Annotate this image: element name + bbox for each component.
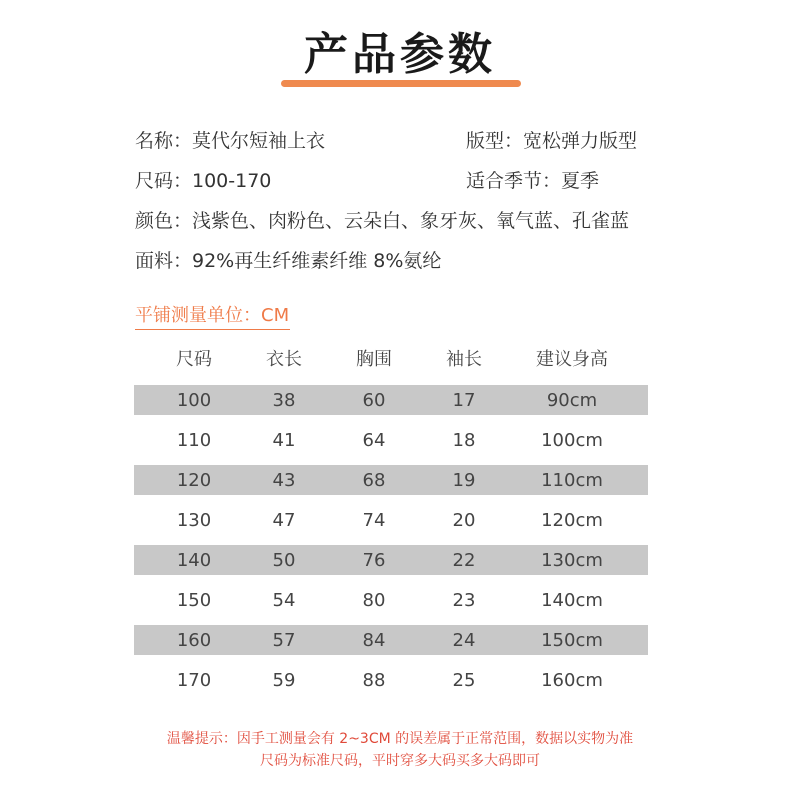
table-cell: 76 (362, 549, 386, 571)
header-cell: 衣长 (266, 348, 302, 370)
table-row (134, 585, 648, 615)
table-cell: 88 (362, 669, 386, 691)
title-underline (281, 80, 521, 87)
table-cell: 74 (362, 509, 386, 531)
spec-fabric: 面料：92%再生纤维素纤维 8%氨纶 (135, 250, 442, 272)
spec-list (135, 125, 695, 285)
table-cell: 23 (452, 589, 476, 611)
table-cell: 64 (362, 429, 386, 451)
header-cell: 建议身高 (536, 348, 608, 370)
table-cell: 24 (452, 629, 476, 651)
table-cell: 20 (452, 509, 476, 531)
spec-season: 适合季节：夏季 (466, 170, 600, 192)
table-row (134, 545, 648, 575)
table-row (134, 665, 648, 695)
table-cell: 120 (176, 469, 212, 491)
table-cell: 160cm (541, 669, 603, 691)
table-cell: 19 (452, 469, 476, 491)
table-cell: 43 (272, 469, 296, 491)
table-cell: 17 (452, 389, 476, 411)
table-cell: 38 (272, 389, 296, 411)
spec-row (135, 125, 695, 165)
table-cell: 130 (176, 509, 212, 531)
table-cell: 50 (272, 549, 296, 571)
spec-row (135, 205, 695, 245)
table-cell: 59 (272, 669, 296, 691)
table-row (134, 425, 648, 455)
table-cell: 80 (362, 589, 386, 611)
table-cell: 100 (176, 389, 212, 411)
table-cell: 90cm (546, 389, 598, 411)
table-row (134, 385, 648, 415)
spec-name: 名称：莫代尔短袖上衣 (135, 130, 326, 152)
table-cell: 25 (452, 669, 476, 691)
table-cell: 84 (362, 629, 386, 651)
header-cell: 袖长 (446, 348, 482, 370)
tip-notes (0, 728, 800, 772)
table-cell: 170 (176, 669, 212, 691)
spec-fit: 版型：宽松弹力版型 (466, 130, 638, 152)
table-cell: 100cm (541, 429, 603, 451)
table-cell: 22 (452, 549, 476, 571)
table-header-row (134, 338, 648, 377)
table-cell: 18 (452, 429, 476, 451)
table-cell: 47 (272, 509, 296, 531)
table-cell: 130cm (541, 549, 603, 571)
table-cell: 160 (176, 629, 212, 651)
spec-colors: 颜色：浅紫色、肉粉色、云朵白、象牙灰、氧气蓝、孔雀蓝 (135, 210, 630, 232)
table-cell: 57 (272, 629, 296, 651)
table-cell: 150cm (541, 629, 603, 651)
table-row (134, 625, 648, 655)
table-cell: 110 (176, 429, 212, 451)
table-cell: 150 (176, 589, 212, 611)
tip-line: 温馨提示：因手工测量会有 2~3CM 的误差属于正常范围，数据以实物为准 (166, 731, 634, 747)
page-title: 产品参数 (304, 29, 496, 80)
table-cell: 140 (176, 549, 212, 571)
table-cell: 41 (272, 429, 296, 451)
table-cell: 68 (362, 469, 386, 491)
table-row (134, 505, 648, 535)
header-cell: 胸围 (356, 348, 392, 370)
spec-row (135, 245, 695, 285)
spec-row (135, 165, 695, 205)
header-cell: 尺码 (176, 348, 212, 370)
table-cell: 110cm (541, 469, 603, 491)
size-table (134, 338, 648, 695)
table-cell: 54 (272, 589, 296, 611)
table-cell: 140cm (541, 589, 603, 611)
table-row (134, 465, 648, 495)
table-cell: 120cm (541, 509, 603, 531)
tip-line: 尺码为标准尺码，平时穿多大码买多大码即可 (260, 753, 540, 769)
measurement-unit-label: 平铺测量单位：CM (135, 303, 290, 330)
spec-size: 尺码：100-170 (135, 170, 272, 192)
table-cell: 60 (362, 389, 386, 411)
